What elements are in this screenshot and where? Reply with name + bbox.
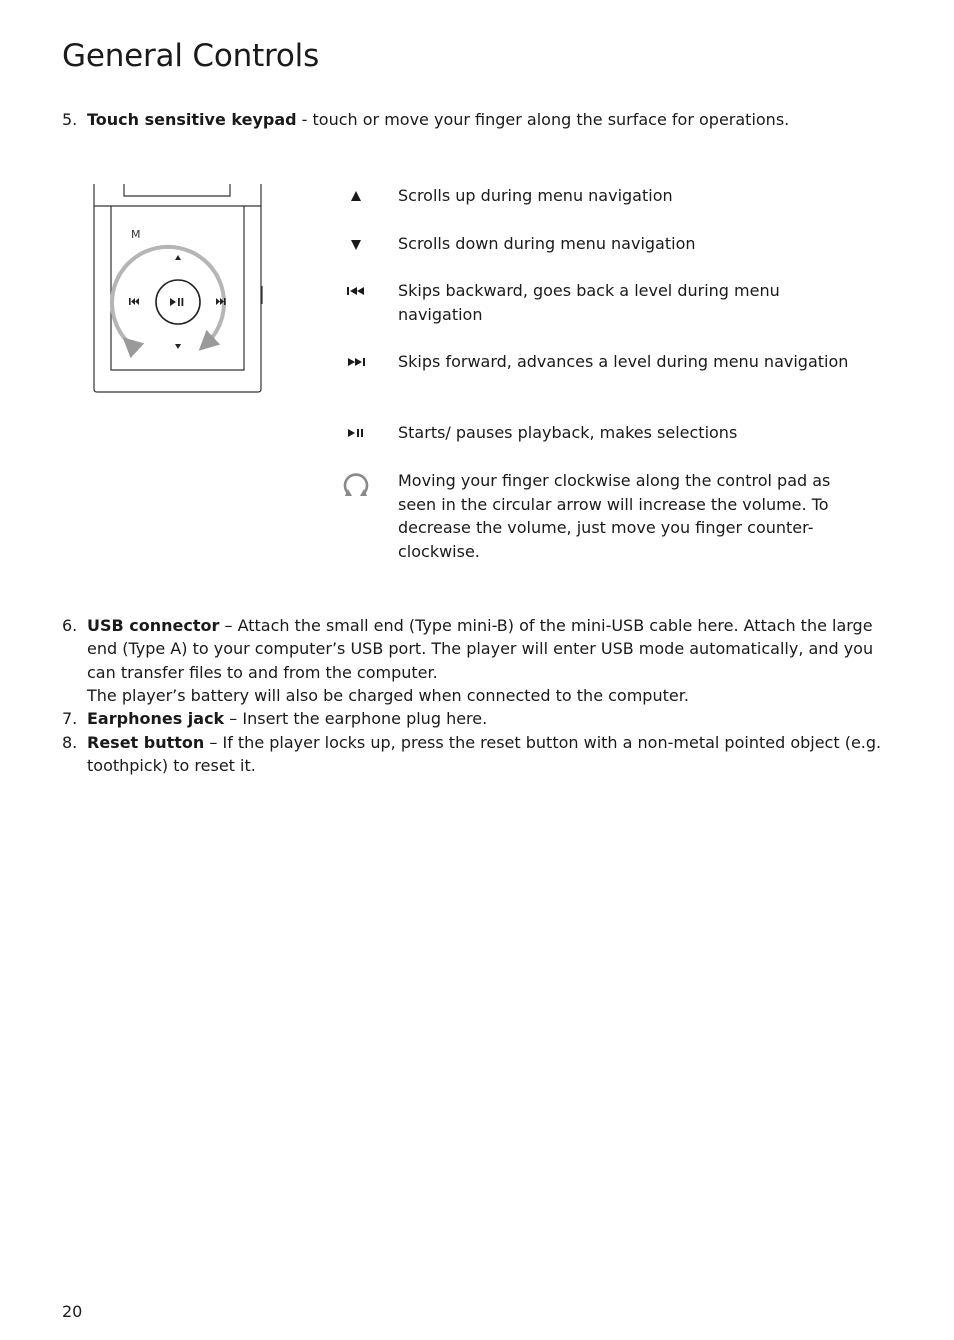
legend-text: Starts/ pauses playback, makes selections [398, 423, 738, 442]
legend-row-up [340, 184, 880, 208]
player-keypad-illustration [90, 184, 270, 396]
legend-text: Skips forward, advances a level during menu navigation [398, 352, 849, 371]
item-extra-text: The player’s battery will also be charged when connected to the computer. [87, 685, 689, 705]
legend-row-circular [340, 469, 880, 563]
item-number: 8. [62, 733, 78, 752]
legend-row-play-pause [340, 421, 880, 445]
item-number: 7. [62, 709, 78, 728]
list-item-touch-keypad [62, 108, 892, 131]
legend-text: Skips backward, goes back a level during menu navigation [398, 281, 780, 324]
item-term: Touch sensitive keypad [87, 110, 297, 129]
item-number: 5. [62, 110, 78, 129]
skip-forward-icon [340, 350, 372, 373]
page-number: 20 [62, 1302, 83, 1321]
legend-text: Moving your finger clockwise along the control pad as seen in the circular arrow will increase the volume. To decrease the volume, just move you finger counter-clockwise. [398, 471, 831, 561]
legend-text: Scrolls down during menu navigation [398, 234, 696, 253]
keypad-skip-back-icon [129, 298, 139, 305]
item-term: USB connector [87, 616, 220, 635]
play-pause-icon [340, 421, 372, 444]
legend-row-down [340, 232, 880, 256]
item-term: Reset button [87, 733, 205, 752]
item-text: – If the player locks up, press the reset button with a non-metal pointed object (e.g. toothpick) to reset it. [87, 733, 882, 776]
legend-text: Scrolls up during menu navigation [398, 186, 673, 205]
down-triangle-icon [340, 232, 372, 255]
circular-arrow-icon [340, 469, 372, 499]
up-triangle-icon [340, 184, 372, 207]
item-text: – Insert the earphone plug here. [224, 709, 488, 728]
page-title: General Controls [62, 38, 320, 74]
list-item-usb-connector [62, 614, 892, 707]
list-item-earphones-jack [62, 707, 892, 730]
keypad-skip-forward-icon [216, 298, 226, 305]
skip-back-icon [340, 279, 372, 302]
legend-row-skip-back [340, 279, 880, 326]
item-text: - touch or move your finger along the surface for operations. [296, 110, 790, 129]
item-term: Earphones jack [87, 709, 225, 728]
keypad-up-icon [175, 255, 181, 260]
item-number: 6. [62, 616, 78, 635]
legend-row-skip-forward [340, 350, 880, 374]
item-text: – Attach the small end (Type mini-B) of the mini-USB cable here. Attach the large end (Type A) to your computer’s USB port. The player will enter USB mode automatically, and you can transfer files to and from the computer. [87, 616, 874, 682]
list-item-reset-button [62, 731, 892, 778]
menu-label: M [131, 228, 141, 241]
keypad-down-icon [175, 344, 181, 349]
